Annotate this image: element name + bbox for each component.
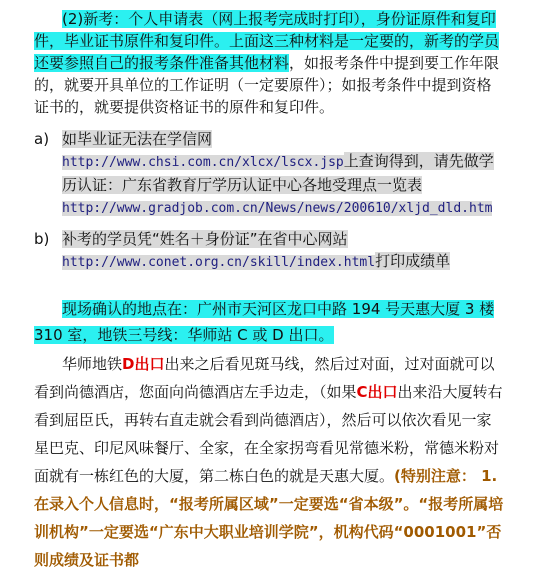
item-b-title: 补考的学员凭“姓名＋身份证”在省中心网站 (62, 230, 348, 248)
directions-paragraph (34, 350, 504, 574)
list-marker: a) (34, 130, 50, 148)
directions-text-1: 华师地铁 (62, 355, 123, 373)
list-item-a (34, 128, 504, 220)
new-exam-materials-paragraph (34, 8, 504, 118)
directions-text-2: 出来之后看见斑马线，然后过对面，过对面就可以看到尚德酒店，您面向尚德酒店左手边走，（如果 (34, 355, 495, 401)
item-a-title: 如毕业证无法在学信网 (62, 130, 213, 148)
special-note: (特别注意： 1.在录入个人信息时，“报考所属区域”一定要选“省本级”。“报考所属培训机构”一定要选“广东中大职业培训学院”，机构代码“0001001”否则成绩及证书都 (34, 467, 504, 569)
conet-link[interactable]: http://www.conet.org.cn/skill/index.html (62, 255, 376, 270)
directions-text-3: 出来沿大厦转右看到屈臣氏，再转右直走就会看到尚德酒店），然后可以依次看见一家星巴克、印尼风味餐厅、全家，在全家拐弯看见常德米粉，常德米粉对面就有一栋红色的大厦，第二栋白色的就是天惠大厦。 (34, 383, 503, 485)
list-marker: b) (34, 230, 50, 248)
highlighted-requirements: (2)新考：个人申请表（网上报考完成时打印），身份证原件和复印件，毕业证书原件和复印件。上面这三种材料是一定要的，新考的学员还要参照自己的报考条件准备其他材料 (34, 10, 500, 72)
exit-d-label: D出口 (122, 355, 165, 373)
additional-requirements: ，如报考条件中提到要工作年限的，就要开具单位的工作证明（一定要原件）；如报考条件中提到资格证书的，就要提供资格证书的原件和复印件。 (34, 54, 500, 116)
gradjob-link[interactable]: http://www.gradjob.com.cn/News/news/200610/xljd_dld.htm (62, 201, 493, 216)
chsi-link[interactable]: http://www.chsi.com.cn/xlcx/lscx.jsp (62, 155, 344, 170)
exit-c-label: C出口 (356, 383, 398, 401)
confirmation-location-paragraph (34, 296, 504, 348)
item-a-text: 上查询得到，请先做学历认证：广东省教育厅学历认证中心各地受理点一览表 (62, 152, 494, 194)
list-item-b (34, 228, 504, 274)
location-text: 现场确认的地点在：广州市天河区龙口中路 194 号天惠大厦 3 楼 310 室，地铁三号线：华师站 C 或 D 出口。 (34, 300, 495, 344)
item-b-text: 打印成绩单 (375, 252, 451, 270)
